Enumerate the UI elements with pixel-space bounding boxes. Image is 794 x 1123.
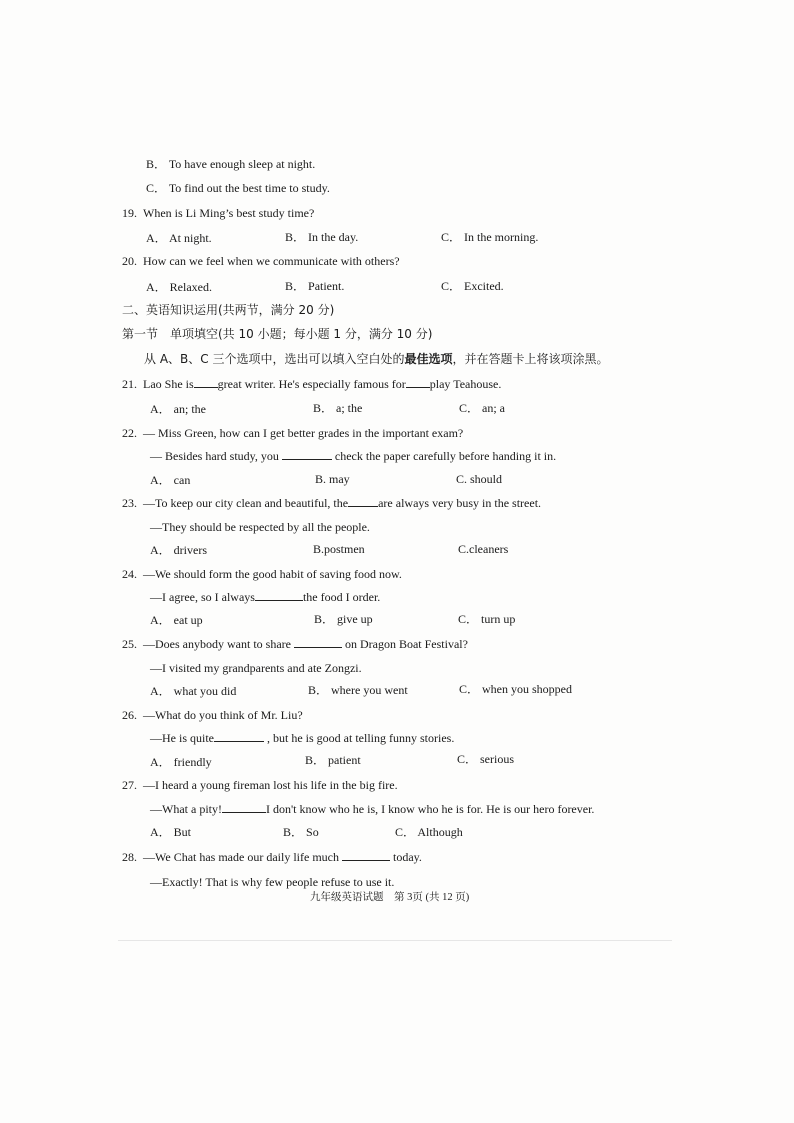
answer-blank xyxy=(348,495,378,507)
answer-blank xyxy=(255,589,303,601)
q24-option-c: C． turn up xyxy=(458,612,516,626)
question-24: 24. —We should form the good habit of saving food now. xyxy=(122,567,402,581)
question-28: 28. —We Chat has made our daily life much today. xyxy=(122,850,422,864)
q22-option-a: A． can xyxy=(150,473,191,487)
q22-option-b: B. may xyxy=(315,472,350,486)
q21-option-a: A． an; the xyxy=(150,402,206,416)
answer-blank xyxy=(222,801,266,813)
q27-option-a: A． But xyxy=(150,825,192,839)
q26-option-c: C． serious xyxy=(457,752,515,766)
question-20: 20. How can we feel when we communicate with others? xyxy=(122,254,400,268)
question-23: 23. —To keep our city clean and beautiful, the are always very busy in the street. xyxy=(122,496,542,510)
question-22: 22. — Miss Green, how can I get better grades in the important exam? xyxy=(122,426,464,440)
page-footer: 九年级英语试题 第 3页 (共 12 页) xyxy=(310,892,470,903)
q26-option-a: A． friendly xyxy=(150,755,212,769)
q24-option-b: B． give up xyxy=(314,612,373,626)
question-27: 27. —I heard a young fireman lost his life in the big fire. xyxy=(122,778,398,792)
q23-line-2: —They should be respected by all the people. xyxy=(150,520,370,534)
answer-blank xyxy=(406,376,430,388)
question-25: 25. —Does anybody want to share on Dragon Boat Festival? xyxy=(122,637,468,651)
q25-option-c: C． when you shopped xyxy=(459,682,573,696)
q27-option-c: C． Although xyxy=(395,825,463,839)
q25-option-a: A． what you did xyxy=(150,684,237,698)
section-2-title: 二、英语知识运用(共两节，满分 20 分) xyxy=(122,303,335,317)
q23-option-a: A． drivers xyxy=(150,543,207,557)
q26-line-2: —He is quite , but he is good at telling funny stories. xyxy=(150,731,455,745)
q20-option-a: A． Relaxed. xyxy=(146,280,212,294)
q27-option-b: B． So xyxy=(283,825,319,839)
answer-blank xyxy=(294,636,342,648)
question-21: 21. Lao She is great writer. He's especially famous for play Teahouse. xyxy=(122,377,502,391)
q27-line-2: —What a pity! I don't know who he is, I know who he is for. He is our hero forever. xyxy=(150,802,595,816)
option-c-prev: C． To find out the best time to study. xyxy=(146,181,330,195)
instructions: 从 A、B、C 三个选项中，选出可以填入空白处的最佳选项，并在答题卡上将该项涂黑。 xyxy=(144,352,609,366)
answer-blank xyxy=(342,849,390,861)
answer-blank xyxy=(282,448,332,460)
q20-option-b: B． Patient. xyxy=(285,279,345,293)
q25-option-b: B． where you went xyxy=(308,683,408,697)
answer-blank xyxy=(214,730,264,742)
q20-option-c: C． Excited. xyxy=(441,279,504,293)
q28-line-2: —Exactly! That is why few people refuse to use it. xyxy=(150,875,395,889)
page-bottom-rule xyxy=(118,940,672,941)
q19-option-b: B． In the day. xyxy=(285,230,359,244)
q23-option-c: C.cleaners xyxy=(458,542,509,556)
q24-option-a: A． eat up xyxy=(150,613,203,627)
q26-option-b: B． patient xyxy=(305,753,361,767)
question-19: 19. When is Li Ming’s best study time? xyxy=(122,206,315,220)
option-b-prev: B． To have enough sleep at night. xyxy=(146,157,316,171)
q22-option-c: C. should xyxy=(456,472,503,486)
q21-option-c: C． an; a xyxy=(459,401,506,415)
q25-line-2: —I visited my grandparents and ate Zongzi. xyxy=(150,661,362,675)
q22-line-2: — Besides hard study, you check the paper carefully before handing it in. xyxy=(150,449,557,463)
question-26: 26. —What do you think of Mr. Liu? xyxy=(122,708,303,722)
q19-option-a: A． At night. xyxy=(146,231,212,245)
q21-option-b: B． a; the xyxy=(313,401,363,415)
q24-line-2: —I agree, so I always the food I order. xyxy=(150,590,381,604)
q23-option-b: B.postmen xyxy=(313,542,365,556)
answer-blank xyxy=(194,376,218,388)
part-1-title: 第一节 单项填空(共 10 小题；每小题 1 分，满分 10 分) xyxy=(122,327,433,341)
q19-option-c: C． In the morning. xyxy=(441,230,539,244)
